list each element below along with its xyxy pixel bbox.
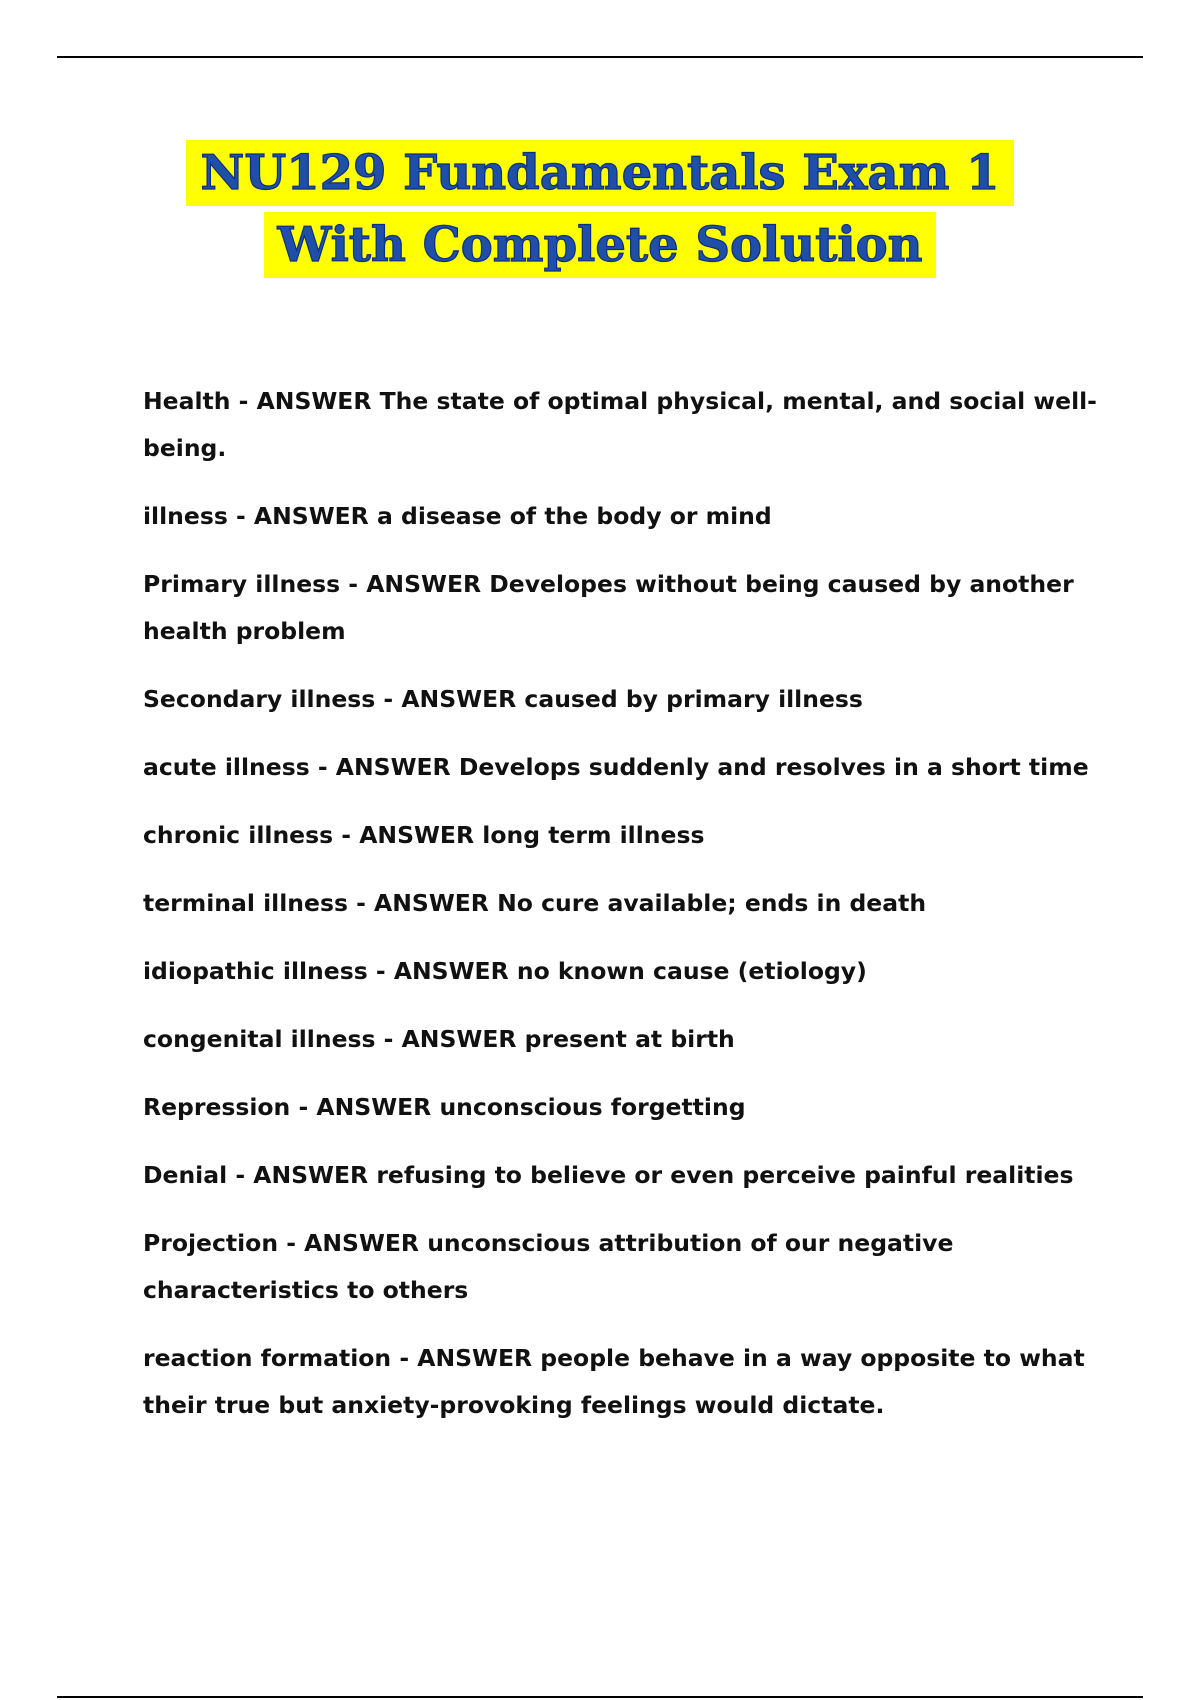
term: Health xyxy=(143,387,231,415)
answer: Develops suddenly and resolves in a short time xyxy=(458,753,1089,781)
qa-item-repression xyxy=(143,1084,1103,1131)
qa-item-acute-illness xyxy=(143,744,1103,791)
separator: - ANSWER xyxy=(340,570,490,598)
separator: - ANSWER xyxy=(375,685,525,713)
separator: - ANSWER xyxy=(391,1344,541,1372)
term: Secondary illness xyxy=(143,685,376,713)
qa-item-projection xyxy=(143,1220,1103,1314)
separator: - ANSWER xyxy=(347,889,498,917)
separator: - ANSWER xyxy=(227,1161,377,1189)
answer: No cure available; ends in death xyxy=(497,889,927,917)
answer: no known cause (etiology) xyxy=(516,957,867,985)
qa-item-health xyxy=(143,378,1103,472)
separator: - ANSWER xyxy=(278,1229,428,1257)
separator: - ANSWER xyxy=(367,957,517,985)
separator: - ANSWER xyxy=(333,821,483,849)
answer: long term illness xyxy=(482,821,705,849)
answer: a disease of the body or mind xyxy=(376,502,772,530)
separator: - ANSWER xyxy=(290,1093,440,1121)
qa-item-reaction-formation xyxy=(143,1335,1103,1429)
term: Repression xyxy=(143,1093,291,1121)
top-rule xyxy=(57,56,1143,58)
bottom-rule xyxy=(57,1696,1143,1698)
answer: unconscious attribution of our negative characteristics to others xyxy=(143,1229,954,1304)
title-line-2: With Complete Solution xyxy=(264,212,937,278)
qa-item-denial xyxy=(143,1152,1103,1199)
term: chronic illness xyxy=(143,821,334,849)
term: Primary illness xyxy=(143,570,341,598)
term: congenital illness xyxy=(143,1025,376,1053)
qa-item-secondary-illness xyxy=(143,676,1103,723)
answer: The state of optimal physical, mental, and social well-being. xyxy=(143,387,1097,462)
term: reaction formation xyxy=(143,1344,392,1372)
answer: refusing to believe or even perceive painful realities xyxy=(376,1161,1074,1189)
term: acute illness xyxy=(143,753,310,781)
term: Denial xyxy=(143,1161,228,1189)
qa-item-chronic-illness xyxy=(143,812,1103,859)
separator: - ANSWER xyxy=(309,753,459,781)
term: idiopathic illness xyxy=(143,957,368,985)
term: Projection xyxy=(143,1229,279,1257)
qa-item-terminal-illness xyxy=(143,880,1103,927)
qa-list xyxy=(143,378,1103,1450)
qa-item-idiopathic-illness xyxy=(143,948,1103,995)
separator: - ANSWER xyxy=(230,387,380,415)
qa-item-primary-illness xyxy=(143,561,1103,655)
answer: caused by primary illness xyxy=(524,685,863,713)
answer: unconscious forgetting xyxy=(439,1093,746,1121)
separator: - ANSWER xyxy=(375,1025,525,1053)
document-title xyxy=(0,140,1200,284)
title-line-1: NU129 Fundamentals Exam 1 xyxy=(186,140,1013,206)
term: illness xyxy=(143,502,228,530)
answer: present at birth xyxy=(524,1025,735,1053)
qa-item-illness xyxy=(143,493,1103,540)
answer: people behave in a way opposite to what their true but anxiety-provoking feelings would dictate. xyxy=(143,1344,1085,1419)
answer: Developes without being caused by another health problem xyxy=(143,570,1074,645)
term: terminal illness xyxy=(143,889,348,917)
qa-item-congenital-illness xyxy=(143,1016,1103,1063)
separator: - ANSWER xyxy=(227,502,377,530)
